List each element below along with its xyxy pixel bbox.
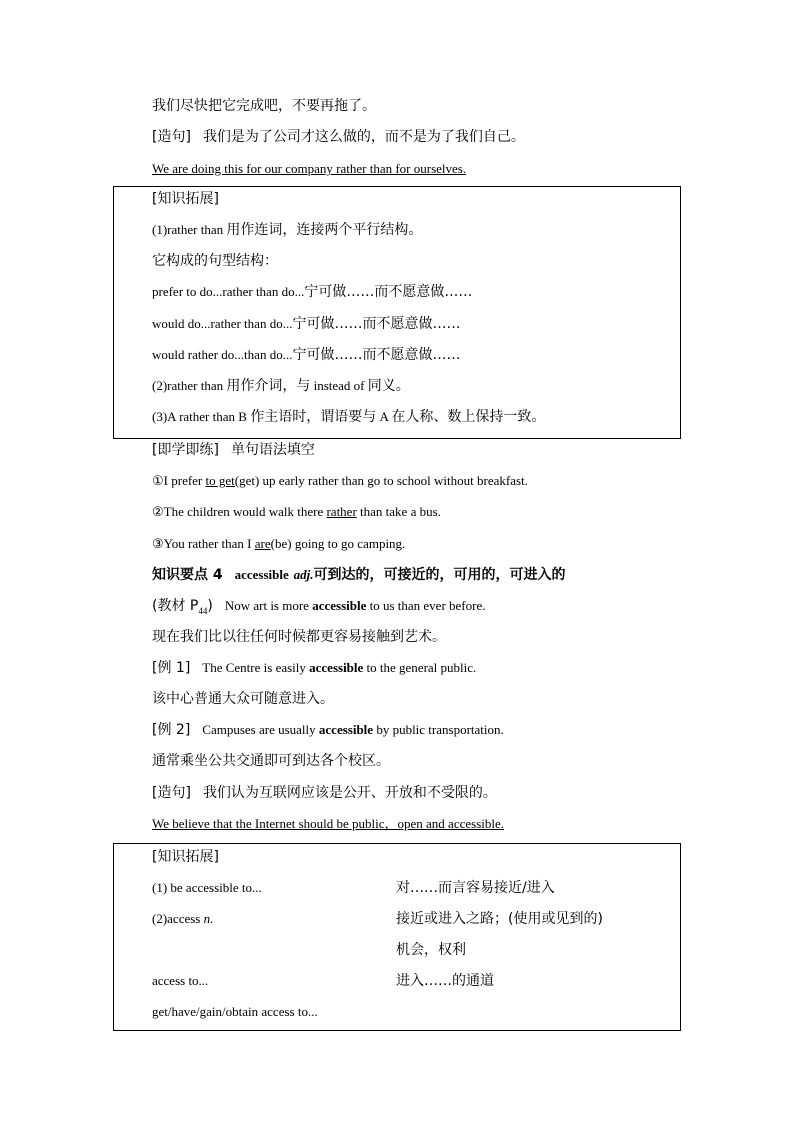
box-row: (3)A rather than B 作主语时，谓语要与 A 在人称、数上保持一致。 — [152, 409, 546, 425]
answer-blank: rather — [326, 504, 357, 519]
box-row: (1)rather than 用作连词，连接两个平行结构。 — [152, 222, 423, 238]
box-row: (2)rather than 用作介词，与 instead of 同义。 — [152, 378, 410, 394]
box-row-left: (1) be accessible to... — [152, 880, 262, 895]
box-row: would do...rather than do...宁可做……而不愿意做…… — [152, 316, 461, 332]
example-line: [例 1] The Centre is easily accessible to the general public. — [152, 660, 477, 676]
make-sentence-line: [造句] 我们认为互联网应该是公开、开放和不受限的。 — [152, 785, 497, 801]
make-sentence-line: [造句] 我们是为了公司才这么做的，而不是为了我们自己。 — [152, 129, 525, 145]
practice-header: [即学即练] 单句语法填空 — [152, 442, 315, 458]
box-title: [知识拓展] — [152, 191, 219, 207]
box-row-right: 机会，权利 — [396, 942, 466, 958]
translation-line: 该中心普通大众可随意进入。 — [152, 691, 334, 707]
answer-blank: to get — [205, 473, 235, 488]
box-row-left: get/have/gain/obtain access to... — [152, 1004, 318, 1019]
translation-line: 通常乘坐公共交通即可到达各个校区。 — [152, 753, 390, 769]
box-row-right: 接近或进入之路；(使用或见到的) — [396, 911, 603, 927]
example-line: [例 2] Campuses are usually accessible by public transportation. — [152, 722, 504, 738]
box-row: 它构成的句型结构： — [152, 253, 278, 269]
text-line: 我们尽快把它完成吧，不要再拖了。 — [152, 98, 376, 114]
exercise-item: ③You rather than I are(be) going to go camping. — [152, 536, 406, 551]
tag-label: [造句] — [152, 129, 191, 145]
exercise-item: ①I prefer to get(get) up early rather than go to school without breakfast. — [152, 473, 528, 488]
exercise-item: ②The children would walk there rather than take a bus. — [152, 504, 441, 519]
answer-blank: are — [254, 536, 271, 551]
box-row: would rather do...than do...宁可做……而不愿意做…… — [152, 347, 461, 363]
answer-line: We believe that the Internet should be public，open and accessible. — [152, 816, 504, 831]
box-row-right: 对……而言容易接近/进入 — [396, 880, 555, 896]
box-row-right: 进入……的通道 — [396, 973, 494, 989]
translation-line: 现在我们比以往任何时候都更容易接触到艺术。 — [152, 629, 446, 645]
box-title: [知识拓展] — [152, 849, 219, 865]
knowledge-point-heading: 知识要点 4 accessible adj.可到达的，可接近的，可用的，可进入的 — [152, 567, 566, 583]
box-row-left: access to... — [152, 973, 209, 988]
source-example: (教材 $P_{44}$) Now art is more accessible to us than ever before. — [152, 598, 486, 616]
answer-line: We are doing this for our company rather than for ourselves. — [152, 161, 467, 176]
box-row-left: (2)access n. — [152, 911, 214, 926]
box-row: prefer to do...rather than do...宁可做……而不愿意做…… — [152, 284, 473, 300]
